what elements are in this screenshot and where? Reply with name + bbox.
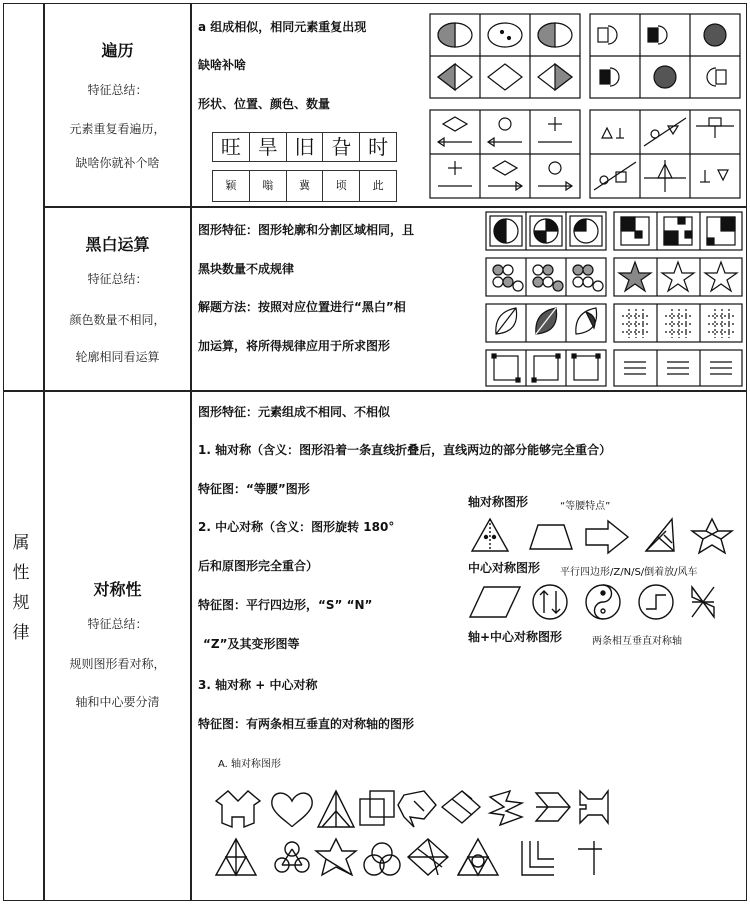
figure-label-both: 轴+中心对称图形 — [468, 630, 563, 644]
figure-note-axis: “等腰特点” — [560, 501, 611, 512]
summary-label: 特征总结： — [87, 83, 148, 97]
char-row-bottom — [212, 170, 397, 202]
summary-line: 颜色数量不相同， — [69, 313, 166, 327]
char-cell: 颖 — [213, 171, 250, 201]
category-char: 律 — [12, 623, 30, 643]
summary-label: 特征总结： — [87, 272, 148, 286]
center-symmetric-shapes — [468, 583, 738, 623]
row-text: 黑块数量不成规律 — [198, 262, 295, 276]
row-divider — [3, 390, 747, 392]
row-text: 解题方法：按照对应位置进行“黑白”相 — [198, 300, 406, 314]
figure-label-axis-panel: A. 轴对称图形 — [218, 759, 282, 770]
row-title: 遍历 — [101, 41, 134, 60]
row-text: 缺啥补啥 — [198, 58, 247, 72]
row-text: 特征图：有两条相互垂直的对称轴的图形 — [198, 717, 415, 731]
figure-label-center: 中心对称图形 — [468, 561, 541, 575]
axis-symmetric-panel — [210, 787, 610, 887]
category-char: 规 — [12, 593, 30, 613]
row-text: a 组成相似，相同元素重复出现 — [198, 20, 367, 34]
row-text: 特征图：平行四边形，“S” “N” — [198, 598, 373, 612]
row-text: 形状、位置、颜色、数量 — [198, 97, 331, 111]
char-cell: 旺 — [213, 133, 250, 161]
traversal-puzzle-figures — [430, 14, 745, 204]
row-text: “Z”及其变形图等 — [203, 637, 300, 651]
char-cell: 此 — [372, 179, 384, 192]
category-char: 性 — [12, 563, 30, 583]
axis-symmetric-shapes — [468, 517, 738, 557]
row-text: 加运算，将所得规律应用于所求图形 — [198, 339, 391, 353]
row-text: 2. 中心对称（含义：图形旋转 180° — [198, 520, 395, 534]
row-text: 后和原图形完全重合） — [198, 559, 319, 573]
row-title: 对称性 — [93, 580, 142, 599]
black-white-figures — [486, 212, 744, 388]
row-text: 1. 轴对称（含义：图形沿着一条直线折叠后，直线两边的部分能够完全重合） — [198, 443, 612, 457]
summary-label: 特征总结： — [87, 617, 148, 631]
summary-line: 缺啥你就补个啥 — [75, 156, 160, 170]
char-cell: 时 — [368, 135, 389, 159]
char-cell: 旱 — [250, 133, 287, 161]
category-label — [10, 528, 32, 648]
row-text: 特征图：“等腰”图形 — [198, 482, 310, 496]
char-cell: 嗡 — [250, 171, 287, 201]
column-divider — [190, 3, 192, 901]
figure-note-center: 平行四边形/Z/N/S/倒着放/风车 — [560, 567, 698, 578]
category-char: 属 — [12, 533, 30, 553]
summary-line: 轮廓相同看运算 — [75, 350, 160, 364]
summary-line: 轴和中心要分清 — [75, 695, 160, 709]
summary-line: 规则图形看对称， — [69, 657, 166, 671]
char-cell: 顷 — [323, 171, 360, 201]
row-divider — [43, 206, 747, 208]
char-row-top — [212, 132, 397, 162]
row-text: 图形特征：图形轮廓和分割区域相同，且 — [198, 223, 415, 237]
row-text: 图形特征：元素组成不相同、不相似 — [198, 405, 391, 419]
row-text: 3. 轴对称 + 中心对称 — [198, 678, 318, 692]
char-cell: 旮 — [323, 133, 360, 161]
char-cell: 冀 — [287, 171, 324, 201]
row-title: 黑白运算 — [85, 235, 150, 254]
char-cell: 旧 — [287, 133, 324, 161]
figure-note-both: 两条相互垂直对称轴 — [592, 636, 682, 647]
figure-label-axis: 轴对称图形 — [468, 495, 529, 509]
summary-line: 元素重复看遍历， — [69, 122, 166, 136]
